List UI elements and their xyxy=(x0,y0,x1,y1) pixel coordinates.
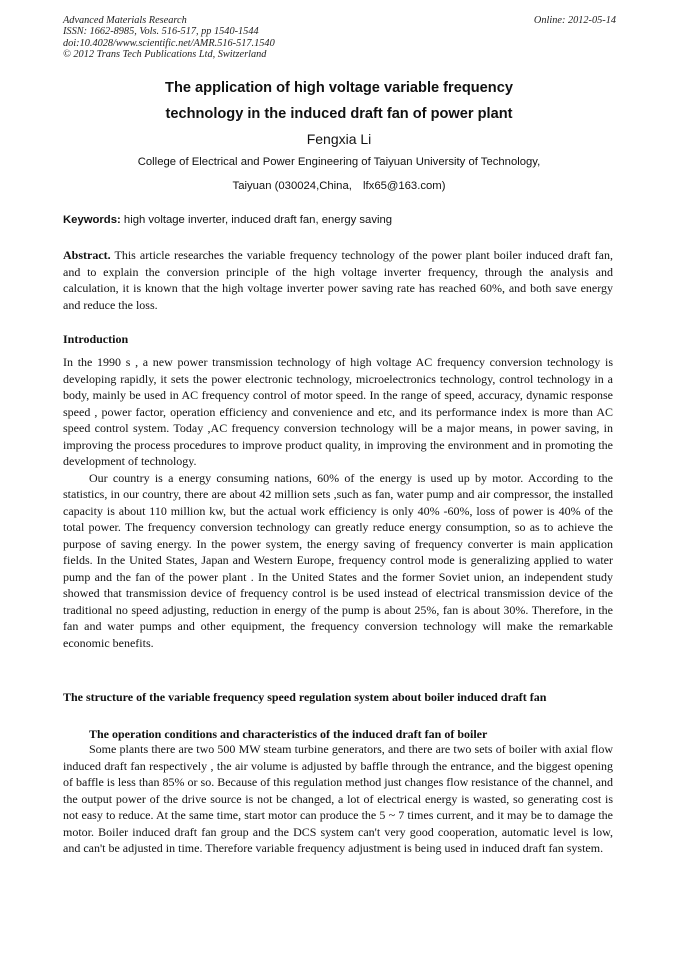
introduction-paragraph-1: In the 1990 s , a new power transmission technology of high voltage AC frequency conversion technology is developing rapidly, it sets the power electronic technology, microelectronics technology, control technology in a body, mainly be used in AC frequency control of motor speed. In the range of speed, accuracy, dynamic response speed , power factor, operation efficiency and convenience and etc, and its performance index is more than AC speed control system. Today ,AC frequency conversion technology will be a major means, in power saving, in improving the process procedures to improve product quality, in improving the environment and in promoting the development of technology. xyxy=(63,355,613,468)
structure-paragraph-1: Some plants there are two 500 MW steam turbine generators, and there are two sets of boiler with axial flow induced draft fan respectively , the air volume is adjusted by baffle through the entrance, and the biggest opening of baffle is less than 85% or so. Because of this regulation method just changes flow resistance of the channel, and the output power of the drive source is not be changed, a lot of electrical energy is wasted, so generating cost is not easy to reduce. At the same time, start motor can produce the 5 ~ 7 times current, and it may be to damage the motor. Boiler induced draft fan group and the DCS system can't very good cooperation, automatic level is low, and can't be adjusted in time. Therefore variable frequency adjustment is being used in induced draft fan system. xyxy=(63,742,613,855)
introduction-paragraph-2: Our country is a energy consuming nations, 60% of the energy is used up by motor. According to the statistics, in our country, there are about 42 million sets ,such as fan, water pump and air compressor, the installed capacity is about 110 million kw, but the actual work efficiency is only 40% -60%, loss of power is 40% of the total power. The frequency conversion technology can greatly reduce energy consumption, so as to achieve the purpose of saving energy. In the power system, the energy saving of frequency converter is main application fields. In the United States, Japan and Western Europe, frequency control mode is generalizing applied to water pump and the fan of the power plant . In the United States and the former Soviet union, an independent study showed that transmission device of frequency control is be used instead of electrical transmission device of the traditional no speed adjusting, reduction in energy of the pump is about 25%, fan is about 30%. Therefore, in the fan and water pumps and other equipment, the frequency conversion technology will make the remarkable economic benefits. xyxy=(63,470,613,650)
keywords-label: Keywords: xyxy=(63,214,121,226)
abstract xyxy=(63,247,613,313)
doi-line: doi:10.4028/www.scientific.net/AMR.516-517.1540 xyxy=(63,37,275,49)
abstract-label: Abstract. xyxy=(63,248,111,262)
issn-line: ISSN: 1662-8985, Vols. 516-517, pp 1540-1544 xyxy=(63,26,259,38)
affiliation-line: College of Electrical and Power Engineering of Taiyuan University of Technology, xyxy=(137,156,541,168)
author-name: Fengxia Li xyxy=(306,131,372,147)
affiliation-location: Taiyuan (030024,China, xyxy=(232,180,352,192)
section-heading-introduction: Introduction xyxy=(63,332,129,346)
online-date: Online: 2012-05-14 xyxy=(533,15,616,26)
journal-name: Advanced Materials Research xyxy=(63,15,187,26)
journal-header xyxy=(63,15,616,60)
paper-title-line-2: technology in the induced draft fan of power plant xyxy=(165,106,513,122)
abstract-text: This article researches the variable frequency technology of the power plant boiler induced draft fan, and to explain the conversion principle of the high voltage inverter frequency, through the analysis and calculation, it is known that the high voltage inverter power saving rate has reached 60%, and both save energy and reduce the loss. xyxy=(63,248,613,312)
paper-title-line-1: The application of high voltage variable frequency xyxy=(165,80,513,96)
author-email: lfx65@163.com) xyxy=(363,180,446,192)
keywords xyxy=(63,214,616,226)
affiliation-address xyxy=(0,180,678,192)
introduction-body xyxy=(63,354,613,651)
section-heading-structure: The structure of the variable frequency speed regulation system about boiler induced draft fan xyxy=(63,690,547,704)
subsection-heading-operation: The operation conditions and characteristics of the induced draft fan of boiler xyxy=(89,727,488,741)
keywords-text: high voltage inverter, induced draft fan, energy saving xyxy=(123,214,393,226)
copyright-line: © 2012 Trans Tech Publications Ltd, Switzerland xyxy=(63,48,267,60)
